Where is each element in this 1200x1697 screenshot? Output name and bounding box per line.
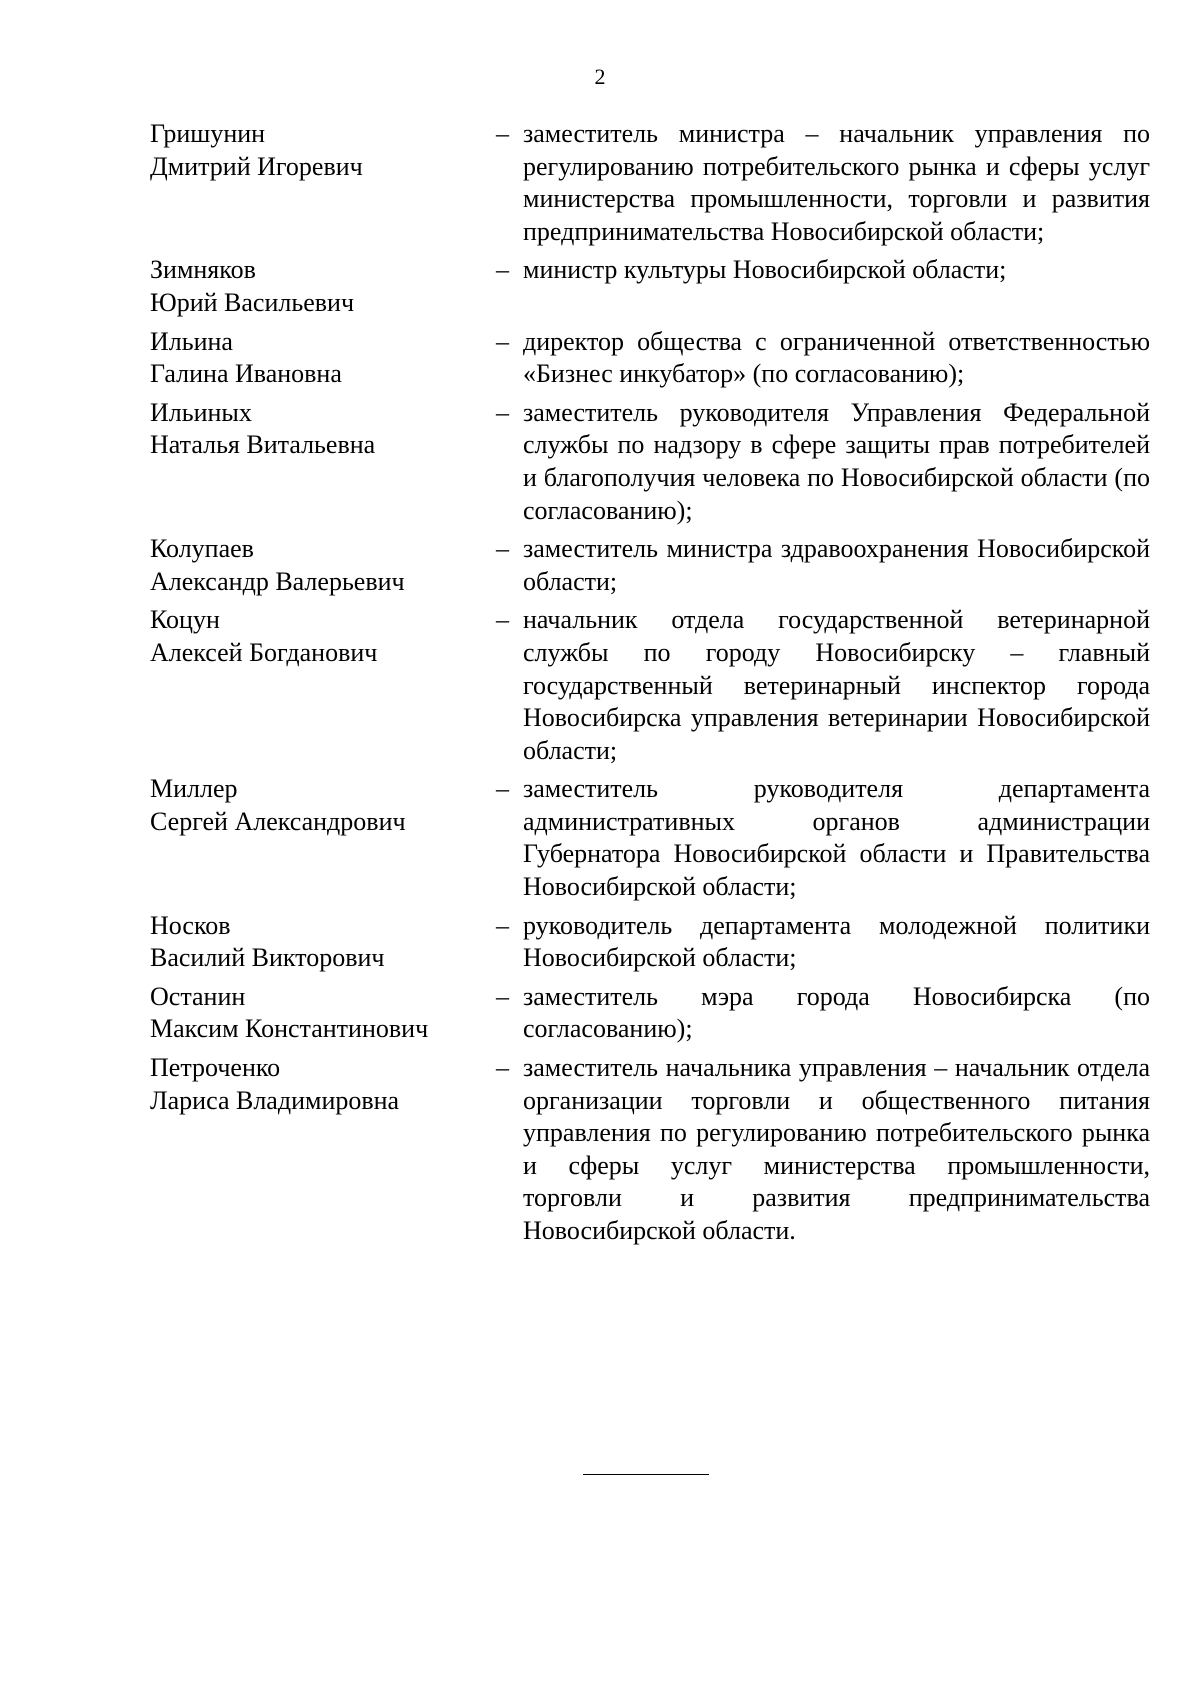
page-number: 2 (594, 64, 606, 89)
member-given-names: Юрий Васильевич (150, 287, 355, 317)
member-dash: – (496, 774, 509, 804)
member-entry (150, 981, 1150, 1046)
member-dash: – (496, 910, 509, 940)
member-given-names: Наталья Витальевна (150, 430, 376, 460)
member-dash: – (496, 981, 509, 1011)
member-given-names: Дмитрий Игоревич (150, 151, 363, 181)
members-list (150, 118, 1150, 1254)
member-name (150, 533, 490, 598)
member-surname: Гришунин (150, 119, 266, 148)
member-role: заместитель руководителя департамента административных органов администрации Губернатора Новосибирской области и Правительства Новосибирской области; (523, 774, 1150, 902)
member-role: руководитель департамента молодежной политики Новосибирской области; (523, 910, 1150, 973)
member-name (150, 773, 490, 838)
member-name (150, 397, 490, 462)
member-surname: Ильиных (150, 397, 252, 427)
member-surname: Миллер (150, 774, 238, 804)
member-surname: Носков (150, 910, 231, 940)
member-dash: – (496, 255, 509, 285)
member-entry (150, 118, 1150, 248)
member-entry (150, 1052, 1150, 1248)
member-dash: – (496, 119, 509, 148)
member-given-names: Сергей Александрович (150, 806, 406, 836)
member-name (150, 1052, 490, 1117)
member-role: заместитель мэра города Новосибирска (по согласованию); (523, 981, 1150, 1044)
member-entry (150, 604, 1150, 767)
member-role: заместитель начальника управления – начальник отдела организации торговли и общественного питания управления по регулированию потребительского рынка и сферы услуг министерства промышленности, торговли и развития предпринимательства Новосибирской области. (523, 1053, 1150, 1245)
member-given-names: Лариса Владимировна (150, 1085, 400, 1115)
member-name (150, 981, 490, 1046)
member-surname: Останин (150, 981, 246, 1011)
end-rule (583, 1474, 709, 1475)
member-name (150, 604, 490, 669)
member-name (150, 326, 490, 391)
member-dash: – (496, 326, 509, 356)
member-surname: Петроченко (150, 1053, 281, 1083)
member-entry (150, 254, 1150, 319)
member-given-names: Василий Викторович (150, 943, 385, 973)
member-dash: – (496, 605, 509, 635)
member-name (150, 118, 490, 183)
member-role: директор общества с ограниченной ответственностью «Бизнес инкубатор» (по согласованию); (523, 326, 1150, 389)
member-name (150, 254, 490, 319)
member-surname: Зимняков (150, 255, 256, 285)
member-surname: Колупаев (150, 534, 254, 564)
member-role: заместитель министра здравоохранения Новосибирской области; (523, 534, 1150, 596)
member-dash: – (496, 397, 509, 427)
member-role: заместитель министра – начальник управления по регулированию потребительского рынка и сферы услуг министерства промышленности, торговли и развития предпринимательства Новосибирской области; (523, 119, 1150, 246)
member-dash: – (496, 1053, 509, 1083)
member-entry (150, 326, 1150, 391)
member-entry (150, 773, 1150, 903)
member-given-names: Александр Валерьевич (150, 566, 405, 596)
member-entry (150, 910, 1150, 975)
member-entry (150, 397, 1150, 527)
member-name (150, 910, 490, 975)
member-given-names: Галина Ивановна (150, 359, 342, 389)
member-surname: Ильина (150, 326, 233, 356)
member-entry (150, 533, 1150, 598)
member-surname: Коцун (150, 605, 220, 635)
member-dash: – (496, 534, 509, 564)
member-role: заместитель руководителя Управления Федеральной службы по надзору в сфере защиты прав потребителей и благополучия человека по Новосибирской области (по согласованию); (523, 397, 1150, 525)
member-role: министр культуры Новосибирской области; (523, 255, 1007, 285)
member-role: начальник отдела государственной ветеринарной службы по городу Новосибирску – главный государственный ветеринарный инспектор города Новосибирска управления ветеринарии Новосибирской области; (523, 605, 1150, 765)
member-given-names: Алексей Богданович (150, 637, 378, 667)
member-given-names: Максим Константинович (150, 1014, 429, 1044)
